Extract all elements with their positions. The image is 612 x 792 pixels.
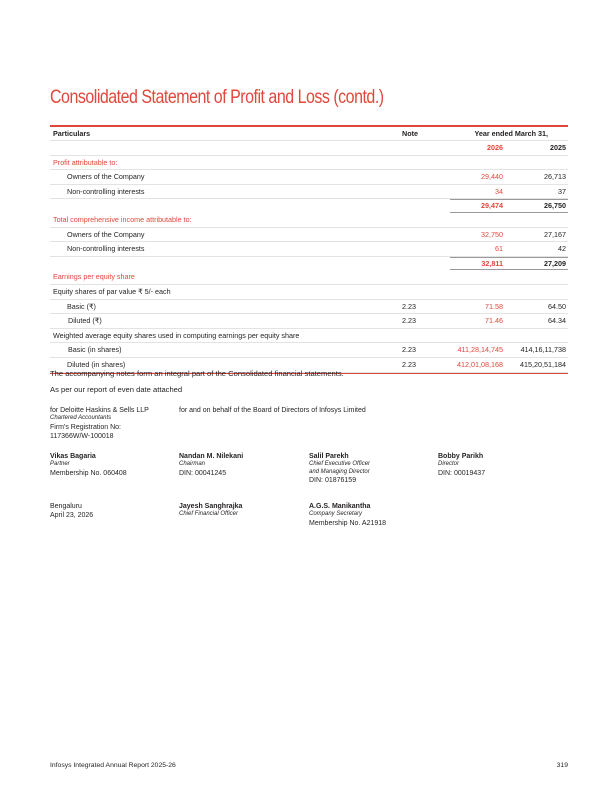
- table-row: [50, 343, 568, 358]
- table-row: [50, 242, 568, 257]
- signatory-nandan: [179, 452, 243, 478]
- footer-page-number: 319: [556, 762, 568, 769]
- table-row: [50, 314, 568, 329]
- accompanying-notes-text: The accompanying notes form an integral part of the Consolidated financial statements.: [50, 369, 344, 378]
- auditor-reg-no: 117366W/W-100018: [50, 433, 114, 440]
- row-label: Owners of the Company: [67, 229, 145, 239]
- row-note: 2.23: [402, 360, 416, 369]
- subtotal-rule: [450, 199, 568, 213]
- row-label: Profit attributable to:: [53, 157, 118, 167]
- table-header-row: [50, 127, 568, 142]
- row-value-2025: 27,209: [544, 258, 566, 268]
- total-row: [50, 257, 568, 271]
- header-particulars: Particulars: [53, 128, 91, 138]
- profit-loss-table: [50, 125, 568, 374]
- signatory-title: Chairman: [179, 461, 206, 468]
- signatory-id: Membership No. A21918: [309, 519, 387, 527]
- report-reference-text: As per our report of even date attached: [50, 385, 183, 394]
- row-value-2026: 412,01,08,168: [457, 360, 503, 369]
- row-label: Diluted (in shares): [67, 360, 126, 369]
- row-value-2025: 64.34: [548, 316, 566, 326]
- row-note: 2.23: [402, 345, 416, 355]
- header-year-2026: 2026: [487, 143, 503, 153]
- table-body: [50, 156, 568, 373]
- row-label: Non-controlling interests: [67, 186, 145, 196]
- signatory-name: Jayesh Sanghrajka: [179, 503, 243, 510]
- row-value-2026: 32,750: [481, 229, 503, 239]
- row-value-2025: 26,713: [544, 172, 566, 182]
- row-label: Weighted average equity shares used in computing earnings per equity share: [53, 330, 300, 340]
- row-label: Basic (₹): [67, 301, 96, 311]
- table-row: [50, 228, 568, 243]
- row-value-2026: 29,474: [481, 201, 503, 211]
- row-value-2026: 71.58: [485, 301, 503, 311]
- place-date-block: [50, 502, 93, 521]
- header-year-2025: 2025: [550, 143, 566, 153]
- signatory-name: Bobby Parikh: [438, 453, 484, 460]
- footer-report-title: Infosys Integrated Annual Report 2025-26: [50, 762, 176, 769]
- table-year-row: [50, 141, 568, 156]
- row-value-2026: 61: [495, 244, 503, 254]
- auditor-block: [50, 406, 149, 441]
- row-note: 2.23: [402, 301, 416, 311]
- board-line: for and on behalf of the Board of Directors of Infosys Limited: [179, 407, 366, 414]
- section-row: [50, 156, 568, 171]
- row-value-2025: 26,750: [544, 201, 566, 211]
- table-row: [50, 300, 568, 315]
- signatory-title: Chief Executive Officer: [309, 461, 371, 468]
- row-value-2025: 64.50: [548, 301, 566, 311]
- header-note: Note: [402, 128, 418, 138]
- row-note: 2.23: [402, 316, 416, 326]
- row-value-2026: 29,440: [481, 172, 503, 182]
- signatory-title: Partner: [50, 461, 70, 468]
- section-row: [50, 270, 568, 285]
- signatory-name: Nandan M. Nilekani: [179, 453, 244, 460]
- row-label: Non-controlling interests: [67, 244, 145, 254]
- signatory-title: Chief Financial Officer: [179, 511, 239, 518]
- table-row: [50, 329, 568, 344]
- section-row: [50, 213, 568, 228]
- total-row: [50, 199, 568, 213]
- row-label: Owners of the Company: [67, 172, 145, 182]
- signatory-name: A.G.S. Manikantha: [309, 503, 371, 510]
- place: Bengaluru: [50, 503, 82, 510]
- auditor-firm: for Deloitte Haskins & Sells LLP: [50, 407, 149, 414]
- row-value-2025: 27,167: [544, 229, 566, 239]
- auditor-reg-label: Firm's Registration No:: [50, 423, 121, 431]
- row-value-2025: 37: [558, 186, 566, 196]
- signatory-name: Salil Parekh: [309, 453, 349, 460]
- signatory-ags: [309, 502, 386, 528]
- signatory-title: Company Secretary: [309, 511, 363, 518]
- signatory-id: Membership No. 060408: [50, 469, 127, 477]
- subtotal-rule: [450, 257, 568, 271]
- row-value-2025: 415,20,51,184: [520, 360, 566, 369]
- page-title: Consolidated Statement of Profit and Loss (contd.): [50, 86, 384, 108]
- row-label: Total comprehensive income attributable to:: [53, 215, 192, 225]
- row-value-2026: 71.46: [485, 316, 503, 326]
- row-value-2026: 32,811: [481, 258, 503, 268]
- row-value-2025: 414,16,11,738: [520, 345, 566, 355]
- row-value-2025: 42: [558, 244, 566, 254]
- signatory-name: Vikas Bagaria: [50, 453, 96, 460]
- header-period: Year ended March 31,: [474, 128, 548, 138]
- table-row: [50, 285, 568, 300]
- signatory-vikas: [50, 452, 127, 478]
- table-row: [50, 170, 568, 185]
- row-label: Diluted (₹): [68, 316, 102, 326]
- signatory-bobby: [438, 452, 485, 478]
- signatory-id: DIN: 00041245: [179, 469, 227, 477]
- date: April 23, 2026: [50, 512, 94, 520]
- signatory-id: DIN: 00019437: [438, 469, 486, 477]
- signatory-jayesh: [179, 502, 242, 519]
- signatory-salil: [309, 452, 370, 485]
- signatory-title: Director: [438, 461, 460, 468]
- row-label: Basic (in shares): [68, 345, 122, 355]
- row-label: Earnings per equity share: [53, 272, 135, 282]
- signatory-id: DIN: 01876159: [309, 477, 357, 485]
- table-row: [50, 185, 568, 200]
- row-value-2026: 411,28,14,745: [457, 345, 503, 355]
- auditor-role: Chartered Accountants: [50, 415, 112, 422]
- signatory-title-2: and Managing Director: [309, 468, 370, 475]
- row-label: Equity shares of par value ₹ 5/- each: [53, 287, 171, 297]
- row-value-2026: 34: [495, 186, 503, 196]
